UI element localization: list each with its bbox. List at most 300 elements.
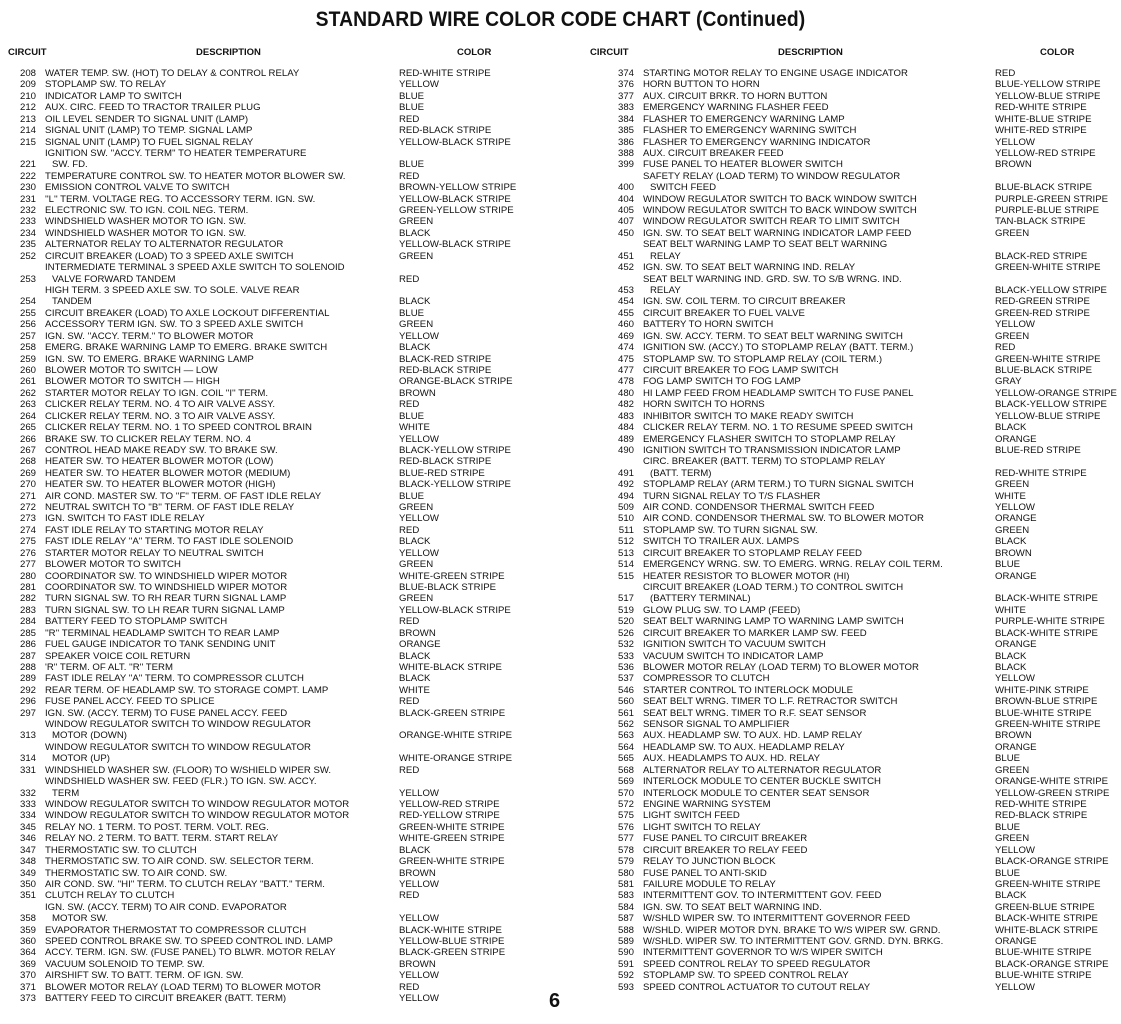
circuit-description <box>634 628 995 639</box>
table-row <box>0 879 516 890</box>
wire-color: YELLOW <box>995 673 1035 685</box>
description-line: IGN. SW. ''ACCY. TERM.'' TO BLOWER MOTOR <box>45 330 254 342</box>
table-row <box>0 890 516 901</box>
description-line: CIRCUIT BREAKER TO FUEL VALVE <box>643 307 805 319</box>
description-line: FLASHER TO EMERGENCY WARNING INDICATOR <box>643 136 871 148</box>
description-line: AUX. CIRCUIT BREAKER FEED <box>643 147 784 159</box>
table-row <box>600 148 1117 159</box>
circuit-number: 314 <box>19 753 36 765</box>
table-row <box>600 810 1117 821</box>
wire-color: ORANGE-WHITE STRIPE <box>995 776 1108 788</box>
wire-color: BLUE-RED STRIPE <box>399 467 485 479</box>
circuit-number: 297 <box>19 707 36 719</box>
table-row <box>600 308 1117 319</box>
circuit-number: 407 <box>617 216 634 228</box>
description-line: ACCESSORY TERM IGN. SW. TO 3 SPEED AXLE SWITCH <box>45 319 304 331</box>
circuit-number: 592 <box>617 970 634 982</box>
wire-color: BLUE <box>399 490 425 502</box>
circuit-number: 258 <box>19 342 36 354</box>
circuit-description <box>36 91 399 102</box>
wire-color: BLACK-ORANGE STRIPE <box>995 856 1109 868</box>
wire-color: RED <box>399 616 420 628</box>
circuit-description <box>634 959 995 970</box>
circuit-description <box>36 445 399 456</box>
description-line: IGNITION SWITCH TO VACUUM SWITCH <box>643 639 826 651</box>
circuit-number: 289 <box>19 673 36 685</box>
wire-color: YELLOW <box>995 136 1035 148</box>
description-line: CONTROL HEAD MAKE READY SW. TO BRAKE SW. <box>45 444 278 456</box>
circuit-description <box>36 856 399 867</box>
circuit-number: 256 <box>19 319 36 331</box>
table-row <box>0 331 516 342</box>
table-row <box>600 262 1117 273</box>
table-row <box>600 411 1117 422</box>
circuit-description <box>36 685 399 696</box>
description-line: INTERLOCK MODULE TO CENTER SEAT SENSOR <box>643 787 870 799</box>
circuit-number: 350 <box>19 878 36 890</box>
description-line: MOTOR SW. <box>52 913 108 925</box>
circuit-number: 364 <box>19 947 36 959</box>
circuit-number: 268 <box>19 456 36 468</box>
circuit-number: 519 <box>617 604 634 616</box>
circuit-description <box>634 148 995 159</box>
description-line: EMERGENCY FLASHER SWITCH TO STOPLAMP RELAY <box>643 433 896 445</box>
description-line: TURN SIGNAL SW. TO LH REAR TURN SIGNAL LAMP <box>45 604 285 616</box>
circuit-description <box>634 708 995 719</box>
circuit-number: 271 <box>19 490 36 502</box>
table-row <box>600 205 1117 216</box>
circuit-number: 562 <box>617 719 634 731</box>
description-line: AIRSHIFT SW. TO BATT. TERM. OF IGN. SW. <box>45 970 244 982</box>
table-row <box>600 719 1117 730</box>
circuit-number: 273 <box>19 513 36 525</box>
wire-color: BLACK <box>399 673 431 685</box>
circuit-description <box>634 331 995 342</box>
wire-color: YELLOW <box>399 787 439 799</box>
table-row <box>0 765 516 776</box>
description-line: FAST IDLE RELAY ''A'' TERM. TO FAST IDLE SOLENOID <box>45 536 294 548</box>
circuit-description <box>36 765 399 776</box>
circuit-description <box>36 205 399 216</box>
table-row <box>0 559 516 570</box>
circuit-description <box>36 879 399 890</box>
circuit-number: 517 <box>617 593 634 605</box>
circuit-number: 255 <box>19 307 36 319</box>
table-row <box>600 194 1117 205</box>
wire-color: BLACK <box>995 661 1027 673</box>
table-row <box>0 102 516 113</box>
wire-color: RED-WHITE STRIPE <box>995 102 1087 114</box>
circuit-description <box>634 845 995 856</box>
description-line: WINDOW REGULATOR SWITCH TO WINDOW REGULATOR <box>45 741 311 753</box>
header-circuit-left: CIRCUIT <box>8 47 47 58</box>
table-row <box>600 765 1117 776</box>
circuit-description <box>634 399 995 410</box>
circuit-description <box>634 194 995 205</box>
header-description-right: DESCRIPTION <box>778 47 843 58</box>
wire-color: ORANGE <box>995 741 1037 753</box>
wire-color: BLACK <box>995 536 1027 548</box>
table-row <box>600 331 1117 342</box>
circuit-number: 561 <box>617 707 634 719</box>
circuit-number: 285 <box>19 627 36 639</box>
circuit-description <box>634 947 995 958</box>
wire-color: WHITE-PINK STRIPE <box>995 684 1089 696</box>
description-line: AIR COND. CONDENSOR THERMAL SWITCH FEED <box>643 502 875 514</box>
circuit-description <box>36 651 399 662</box>
wire-color: BLACK <box>399 342 431 354</box>
table-row <box>600 228 1117 239</box>
circuit-description <box>634 137 995 148</box>
circuit-description <box>634 205 995 216</box>
wire-color: RED-GREEN STRIPE <box>995 296 1090 308</box>
wire-color: GREEN-YELLOW STRIPE <box>399 205 514 217</box>
circuit-number: 284 <box>19 616 36 628</box>
circuit-description <box>36 582 399 593</box>
description-line: IGN. SW. TO SEAT BELT WARNING IND. <box>643 901 822 913</box>
circuit-number: 261 <box>19 376 36 388</box>
wire-color: BROWN <box>399 627 436 639</box>
circuit-description <box>36 605 399 616</box>
circuit-description <box>634 662 995 673</box>
description-line: TURN SIGNAL SW. TO RH REAR TURN SIGNAL LAMP <box>45 593 287 605</box>
table-row <box>600 479 1117 490</box>
circuit-number: 232 <box>19 205 36 217</box>
description-line: SPEAKER VOICE COIL RETURN <box>45 650 191 662</box>
circuit-number: 230 <box>19 182 36 194</box>
circuit-number: 568 <box>617 764 634 776</box>
circuit-description <box>36 171 399 182</box>
wire-color: BROWN-BLUE STRIPE <box>995 696 1098 708</box>
circuit-description <box>36 308 399 319</box>
table-row <box>0 91 516 102</box>
circuit-description <box>634 411 995 422</box>
wire-color: WHITE <box>399 684 430 696</box>
table-row <box>600 845 1117 856</box>
table-row <box>600 79 1117 90</box>
circuit-number: 572 <box>617 799 634 810</box>
description-line: IGN. SW. TO EMERG. BRAKE WARNING LAMP <box>45 353 254 365</box>
circuit-description <box>634 559 995 570</box>
circuit-number: 583 <box>617 890 634 902</box>
wire-color: BLUE-BLACK STRIPE <box>995 364 1093 376</box>
circuit-description <box>634 422 995 433</box>
wire-color: WHITE <box>995 490 1026 502</box>
wire-color: GREEN <box>995 524 1030 536</box>
circuit-number: 564 <box>617 741 634 753</box>
circuit-number: 346 <box>19 833 36 845</box>
circuit-description <box>36 479 399 490</box>
wire-color: GREEN-WHITE STRIPE <box>995 719 1101 731</box>
circuit-description <box>634 308 995 319</box>
table-row <box>600 947 1117 958</box>
circuit-description <box>634 274 995 297</box>
circuit-description <box>634 822 995 833</box>
circuit-number: 283 <box>19 604 36 616</box>
wire-color: YELLOW <box>399 970 439 982</box>
table-row <box>600 673 1117 684</box>
table-row <box>0 582 516 593</box>
table-row <box>0 319 516 330</box>
wire-color: BLUE-WHITE STRIPE <box>995 970 1092 982</box>
description-line: SEAT BELT WRNG. TIMER TO L.F. RETRACTOR SWITCH <box>643 696 898 708</box>
circuit-number: 359 <box>19 924 36 936</box>
circuit-number: 260 <box>19 364 36 376</box>
circuit-description <box>634 742 995 753</box>
circuit-number: 385 <box>617 125 634 137</box>
table-row <box>600 388 1117 399</box>
description-line: TANDEM <box>52 296 92 308</box>
wire-color: GREEN-WHITE STRIPE <box>995 878 1101 890</box>
circuit-description <box>36 696 399 707</box>
circuit-description <box>634 319 995 330</box>
wire-color: ORANGE <box>995 433 1037 445</box>
circuit-description <box>36 422 399 433</box>
circuit-number: 234 <box>19 227 36 239</box>
table-row <box>0 411 516 422</box>
table-row <box>600 434 1117 445</box>
description-line: SPEED CONTROL RELAY TO SPEED REGULATOR <box>643 958 871 970</box>
table-row <box>0 502 516 513</box>
circuit-number: 282 <box>19 593 36 605</box>
table-row <box>0 616 516 627</box>
circuit-number: 383 <box>617 102 634 114</box>
wire-color: RED-WHITE STRIPE <box>399 68 491 79</box>
circuit-description <box>36 822 399 833</box>
circuit-number: 267 <box>19 444 36 456</box>
wire-color: BLACK-RED STRIPE <box>399 353 492 365</box>
table-row <box>0 262 516 285</box>
circuit-number: 492 <box>617 479 634 491</box>
circuit-description <box>36 376 399 387</box>
circuit-number: 274 <box>19 524 36 536</box>
circuit-number: 253 <box>19 273 36 285</box>
description-line: EMISSION CONTROL VALVE TO SWITCH <box>45 182 230 194</box>
description-line: WINDOW REGULATOR SWITCH TO WINDOW REGULATOR <box>45 719 311 731</box>
description-line: LIGHT SWITCH FEED <box>643 810 740 822</box>
wire-color: YELLOW <box>399 513 439 525</box>
wire-color: RED <box>399 399 420 411</box>
right-column <box>600 68 1117 993</box>
description-line: RELAY NO. 2 TERM. TO BATT. TERM. START RELAY <box>45 833 279 845</box>
circuit-number: 264 <box>19 410 36 422</box>
circuit-description <box>36 319 399 330</box>
circuit-number: 221 <box>19 159 36 171</box>
circuit-description <box>634 925 995 936</box>
description-line: BLOWER MOTOR TO SWITCH <box>45 559 181 571</box>
circuit-description <box>634 856 995 867</box>
description-line: CLICKER RELAY TERM. NO. 1 TO SPEED CONTROL BRAIN <box>45 422 312 434</box>
circuit-number: 404 <box>617 193 634 205</box>
circuit-description <box>36 673 399 684</box>
wire-color: YELLOW <box>399 79 439 91</box>
circuit-number: 399 <box>617 159 634 171</box>
circuit-number: 520 <box>617 616 634 628</box>
circuit-number: 577 <box>617 833 634 845</box>
circuit-number: 370 <box>19 970 36 982</box>
table-row <box>600 982 1117 993</box>
description-line: THERMOSTATIC SW. TO AIR COND. SW. <box>45 867 228 879</box>
description-line: RELAY TO JUNCTION BLOCK <box>643 856 776 868</box>
description-line: RELAY <box>650 250 681 262</box>
circuit-description <box>634 571 995 582</box>
table-row <box>0 171 516 182</box>
description-line: BATTERY FEED TO CIRCUIT BREAKER (BATT. TERM) <box>45 993 287 1005</box>
wire-color: RED <box>399 170 420 182</box>
circuit-number: 263 <box>19 399 36 411</box>
table-row <box>600 376 1117 387</box>
circuit-number: 475 <box>617 353 634 365</box>
circuit-number: 491 <box>617 467 634 479</box>
circuit-description <box>634 651 995 662</box>
wire-color: BLUE <box>399 410 425 422</box>
description-line: ''R'' TERMINAL HEADLAMP SWITCH TO REAR LAMP <box>45 627 280 639</box>
wire-color: WHITE-BLACK STRIPE <box>995 924 1098 936</box>
table-row <box>0 936 516 947</box>
wire-color: WHITE <box>399 422 430 434</box>
wire-color: RED <box>399 890 420 902</box>
circuit-description <box>36 548 399 559</box>
table-row <box>600 525 1117 536</box>
wire-color: BLUE <box>995 867 1021 879</box>
table-row <box>600 822 1117 833</box>
wire-color: YELLOW-ORANGE STRIPE <box>995 387 1117 399</box>
circuit-description <box>634 913 995 924</box>
circuit-description <box>634 228 995 239</box>
circuit-description <box>634 376 995 387</box>
table-row <box>0 456 516 467</box>
wire-color: WHITE-ORANGE STRIPE <box>399 753 512 765</box>
wire-color: BLACK-WHITE STRIPE <box>399 924 502 936</box>
wire-color: YELLOW <box>995 844 1035 856</box>
circuit-description <box>634 605 995 616</box>
table-row <box>0 742 516 765</box>
circuit-description <box>634 879 995 890</box>
table-row <box>0 354 516 365</box>
description-line: AIR COND. CONDENSOR THERMAL SW. TO BLOWER MOTOR <box>643 513 924 525</box>
circuit-number: 536 <box>617 661 634 673</box>
description-line: HORN SWITCH TO HORNS <box>643 399 765 411</box>
table-row <box>0 194 516 205</box>
table-row <box>0 719 516 742</box>
description-line: CIRCUIT BREAKER (LOAD) TO 3 SPEED AXLE SWITCH <box>45 250 294 262</box>
wire-color: ORANGE <box>399 639 441 651</box>
description-line: SEAT BELT WARNING LAMP TO SEAT BELT WARNING <box>643 239 888 251</box>
circuit-description <box>36 239 399 250</box>
table-row <box>600 399 1117 410</box>
table-row <box>0 399 516 410</box>
circuit-description <box>36 776 399 799</box>
wire-color: GREEN-BLUE STRIPE <box>995 901 1095 913</box>
table-row <box>0 182 516 193</box>
description-line: AIR COND. SW. ''HI'' TERM. TO CLUTCH RELAY ''BATT.'' TERM. <box>45 878 325 890</box>
table-row <box>0 513 516 524</box>
description-line: FOG LAMP SWITCH TO FOG LAMP <box>643 376 801 388</box>
wire-color: PURPLE-WHITE STRIPE <box>995 616 1105 628</box>
description-line: BLOWER MOTOR TO SWITCH — LOW <box>45 364 218 376</box>
wire-color: ORANGE <box>995 570 1037 582</box>
wire-color: YELLOW-BLACK STRIPE <box>399 604 511 616</box>
table-row <box>0 228 516 239</box>
table-row <box>600 513 1117 524</box>
circuit-number: 560 <box>617 696 634 708</box>
table-row <box>600 342 1117 353</box>
circuit-number: 313 <box>19 730 36 742</box>
description-line: STOPLAMP RELAY (ARM TERM.) TO TURN SIGNAL SWITCH <box>643 479 914 491</box>
circuit-number: 351 <box>19 890 36 902</box>
circuit-description <box>634 765 995 776</box>
table-row <box>0 970 516 981</box>
wire-color: RED <box>399 273 420 285</box>
header-circuit-right: CIRCUIT <box>590 47 629 58</box>
table-row <box>600 536 1117 547</box>
circuit-number: 286 <box>19 639 36 651</box>
wire-color: YELLOW <box>399 878 439 890</box>
circuit-description <box>36 833 399 844</box>
description-line: AUX. HEADLAMP SW. TO AUX. HD. LAMP RELAY <box>643 730 863 742</box>
circuit-description <box>36 868 399 879</box>
wire-color: BLUE-WHITE STRIPE <box>995 707 1092 719</box>
circuit-description <box>634 810 995 821</box>
circuit-description <box>36 810 399 821</box>
description-line: SPEED CONTROL ACTUATOR TO CUTOUT RELAY <box>643 981 871 993</box>
circuit-description <box>634 982 995 993</box>
table-row <box>0 799 516 810</box>
table-row <box>600 68 1117 79</box>
circuit-number: 483 <box>617 410 634 422</box>
table-row <box>0 685 516 696</box>
wire-color: RED-BLACK STRIPE <box>995 810 1088 822</box>
description-line: BRAKE SW. TO CLICKER RELAY TERM. NO. 4 <box>45 433 251 445</box>
wire-color: PURPLE-GREEN STRIPE <box>995 193 1109 205</box>
circuit-number: 460 <box>617 319 634 331</box>
description-line: IGN. SW. (ACCY. TERM) TO FUSE PANEL ACCY. FEED <box>45 707 288 719</box>
circuit-number: 252 <box>19 250 36 262</box>
circuit-number: 331 <box>19 764 36 776</box>
circuit-description <box>634 342 995 353</box>
table-row <box>0 845 516 856</box>
circuit-number: 578 <box>617 844 634 856</box>
circuit-number: 231 <box>19 193 36 205</box>
wire-color: GREEN <box>995 479 1030 491</box>
circuit-description <box>36 742 399 765</box>
table-row <box>600 708 1117 719</box>
table-row <box>600 925 1117 936</box>
wire-color: GREEN-WHITE STRIPE <box>399 821 505 833</box>
table-row <box>0 548 516 559</box>
description-line: RELAY <box>650 285 681 297</box>
description-line: AUX. CIRCUIT BRKR. TO HORN BUTTON <box>643 90 828 102</box>
description-line: WINDSHIELD WASHER MOTOR TO IGN. SW. <box>45 216 247 228</box>
table-row <box>600 913 1117 924</box>
circuit-description <box>36 399 399 410</box>
circuit-description <box>634 525 995 536</box>
circuit-description <box>634 513 995 524</box>
wire-color: BLUE <box>995 559 1021 571</box>
description-line: COORDINATOR SW. TO WINDSHIELD WIPER MOTOR <box>45 570 288 582</box>
wire-color: WHITE-RED STRIPE <box>995 125 1087 137</box>
circuit-description <box>36 125 399 136</box>
description-line: WINDOW REGULATOR SWITCH TO BACK WINDOW SWITCH <box>643 193 917 205</box>
circuit-number: 215 <box>19 136 36 148</box>
table-row <box>600 102 1117 113</box>
table-row <box>0 639 516 650</box>
circuit-description <box>634 799 995 810</box>
circuit-number: 590 <box>617 947 634 959</box>
table-row <box>600 902 1117 913</box>
circuit-description <box>36 947 399 958</box>
circuit-description <box>634 479 995 490</box>
